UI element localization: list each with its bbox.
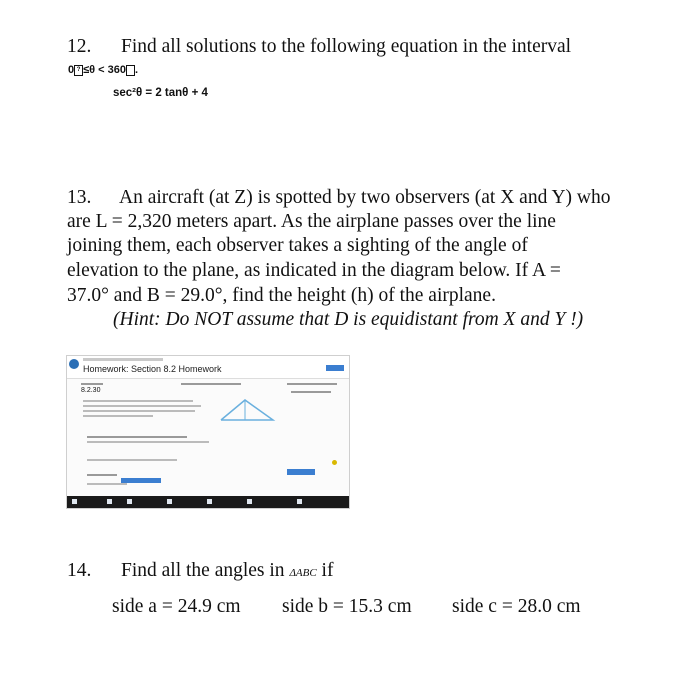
- q14-text: [121, 559, 333, 585]
- q12-interval-a: 0: [68, 64, 75, 76]
- q12-equation: sec²θ = 2 tanθ + 4: [113, 87, 208, 99]
- progress-bar: [121, 478, 161, 483]
- q12-number: 12.: [67, 36, 92, 57]
- screenshot-button: [326, 365, 344, 371]
- q14-side-c: side c = 28.0 cm: [452, 596, 581, 617]
- q13-line2: are L = 2,320 meters apart. As the airplane passes over the line: [67, 211, 556, 232]
- text-line: [83, 415, 153, 417]
- triangle-diagram: [217, 394, 277, 424]
- text-line: [83, 400, 193, 402]
- taskbar-icon: [167, 499, 172, 504]
- q14-prompt: Find all the angles in: [121, 560, 285, 581]
- q13-line1: An aircraft (at Z) is spotted by two observers (at X and Y) who: [119, 187, 611, 208]
- taskbar-icon: [207, 499, 212, 504]
- text-line: [83, 410, 195, 412]
- tray-icon: [297, 499, 302, 504]
- q14-side-b: side b = 15.3 cm: [282, 596, 412, 617]
- similar-question-button: [287, 469, 315, 475]
- q14-triangle: ΔABC: [289, 567, 317, 579]
- q13-number: 13.: [67, 187, 92, 208]
- q14-number: 14.: [67, 560, 92, 581]
- q14-if: if: [321, 560, 334, 581]
- q13-line4: elevation to the plane, as indicated in the diagram below. If A =: [67, 260, 561, 281]
- text-line: [83, 405, 201, 407]
- missing-glyph-icon: [126, 65, 135, 76]
- q12-interval: 0 ? ≤θ < 360 .: [68, 64, 139, 76]
- q13-line5: 37.0° and B = 29.0°, find the height (h) of the airplane.: [67, 285, 496, 306]
- browser-tab: [83, 358, 163, 361]
- missing-glyph-icon: ?: [74, 65, 83, 76]
- text-line: [87, 474, 117, 476]
- taskbar-icon: [247, 499, 252, 504]
- q12-interval-b: ≤θ < 360: [83, 64, 126, 76]
- text-line: [87, 483, 127, 485]
- q13-line3: joining them, each observer takes a sighting of the angle of: [67, 235, 528, 256]
- text-line: [87, 459, 177, 461]
- text-line: [81, 383, 103, 385]
- start-icon: [72, 499, 77, 504]
- taskbar-icon: [107, 499, 112, 504]
- q13-hint: (Hint: Do NOT assume that D is equidistant from X and Y !): [113, 309, 584, 330]
- text-line: [181, 383, 241, 385]
- screenshot-header: [67, 356, 349, 379]
- text-line: [291, 391, 331, 393]
- homework-screenshot: [66, 355, 350, 509]
- text-line: [87, 436, 187, 438]
- taskbar-icon: [127, 499, 132, 504]
- app-logo-icon: [69, 359, 79, 369]
- text-line: [87, 441, 209, 443]
- screenshot-value: 8.2.30: [81, 387, 101, 394]
- screenshot-title: Homework: Section 8.2 Homework: [83, 364, 222, 374]
- status-dot: [332, 460, 337, 465]
- q14-side-a: side a = 24.9 cm: [112, 596, 241, 617]
- q12-text: Find all solutions to the following equation in the interval: [121, 36, 572, 57]
- text-line: [287, 383, 337, 385]
